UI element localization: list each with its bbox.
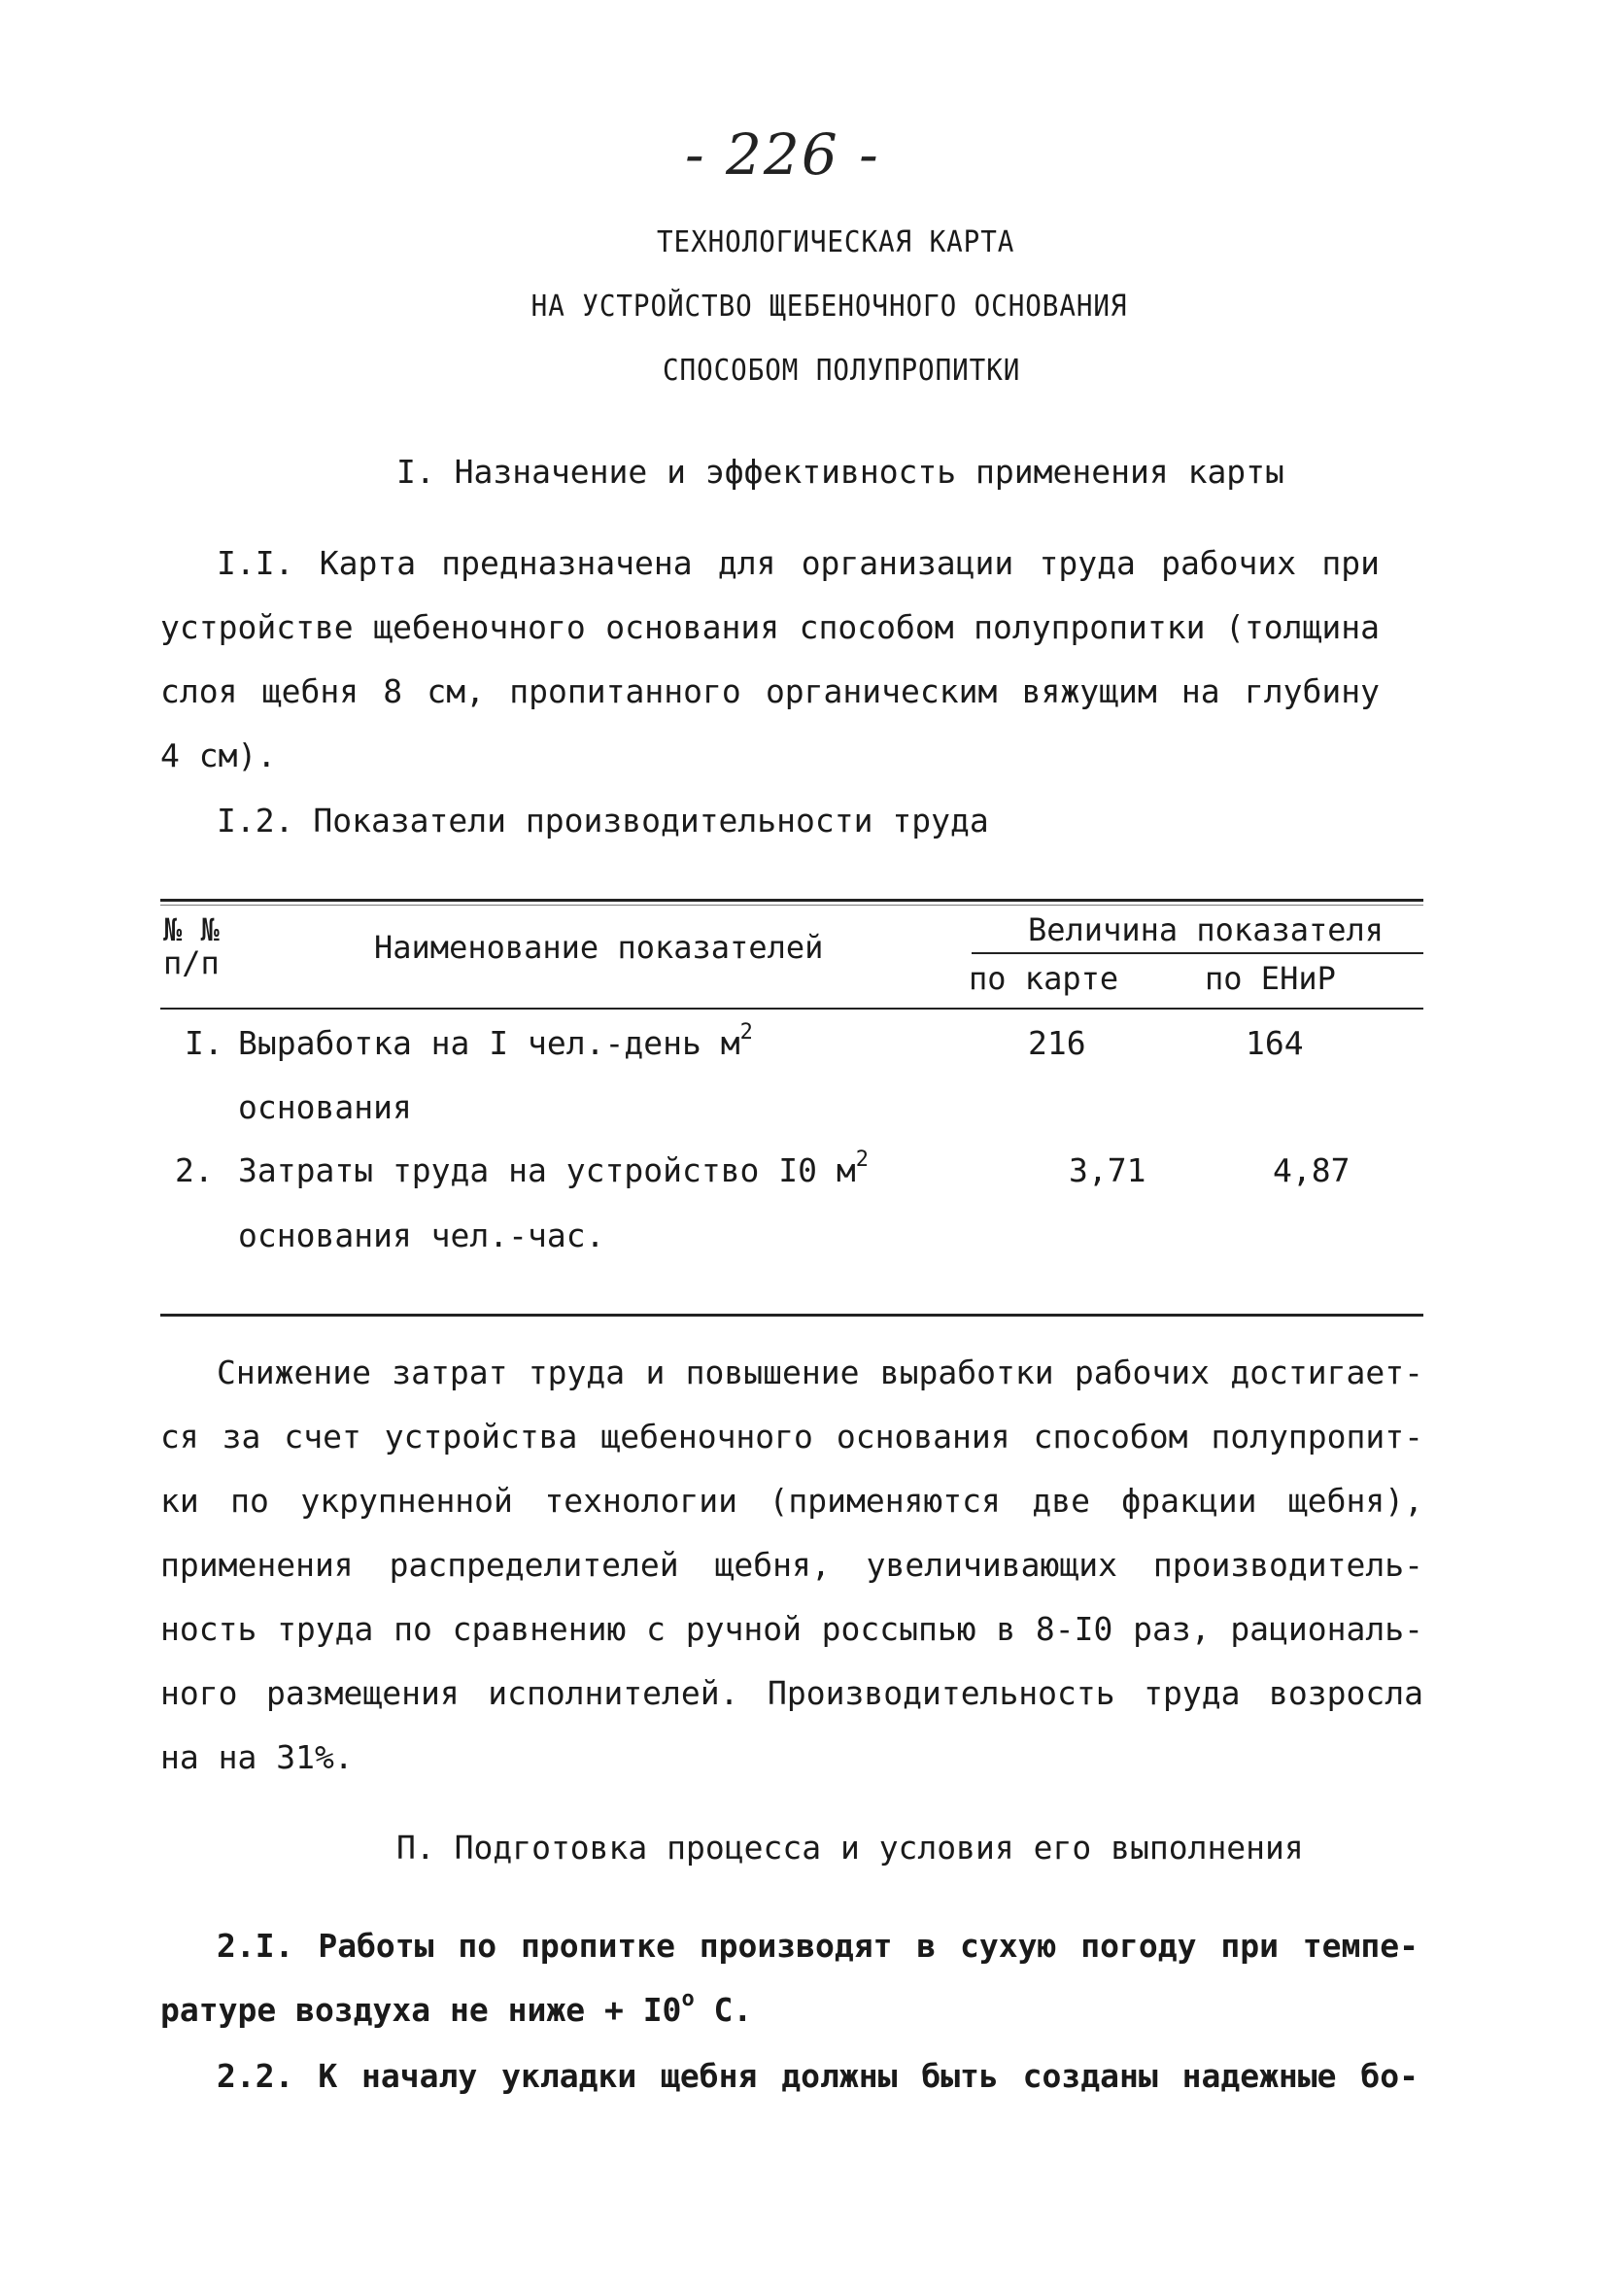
reduction-line-3: ки по укрупненной технологии (применяются две фракции щебня), bbox=[160, 1482, 1423, 1520]
table-top-rule bbox=[160, 899, 1423, 902]
paragraph-1-1-line-3: слоя щебня 8 см, пропитанного органическим вяжущим на глубину bbox=[160, 672, 1380, 710]
col-header-num: № № bbox=[163, 911, 220, 948]
paragraph-1-1-line-2: устройстве щебеночного основания способом полупропитки (толщина bbox=[160, 608, 1380, 646]
paragraph-2-1-line-2 bbox=[160, 1978, 1419, 2042]
paragraph-1-1-line-4: 4 см). bbox=[160, 737, 277, 774]
row-1-name-line-2: основания bbox=[238, 1088, 412, 1126]
row-1-name-sup: 2 bbox=[739, 1020, 753, 1045]
section-1-heading: I. Назначение и эффективность применения карты bbox=[396, 453, 1284, 491]
table-top-rule-2 bbox=[160, 905, 1423, 906]
row-1-map: 216 bbox=[1028, 1024, 1086, 1062]
row-1-num: I. bbox=[185, 1024, 223, 1062]
paragraph-2-1-line-1: 2.I. Работы по пропитке производят в сухую погоду при темпе- bbox=[217, 1927, 1419, 1965]
col-header-name: Наименование показателей bbox=[374, 929, 824, 966]
paragraph-1-2: I.2. Показатели производительности труда bbox=[217, 802, 989, 840]
title-line-3: СПОСОБОМ ПОЛУПРОПИТКИ bbox=[663, 354, 1021, 388]
reduction-line-2: ся за счет устройства щебеночного основания способом полупропит- bbox=[160, 1418, 1423, 1456]
col-header-value: Величина показателя bbox=[1028, 911, 1385, 948]
reduction-line-6: ного размещения исполнителей. Производительность труда возросла bbox=[160, 1674, 1423, 1712]
table-header-rule bbox=[160, 1008, 1423, 1010]
reduction-line-4: применения распределителей щебня, увеличивающих производитель- bbox=[160, 1546, 1423, 1584]
paragraph-2-2 bbox=[217, 2044, 1419, 2108]
section-2-heading: П. Подготовка процесса и условия его выполнения bbox=[396, 1829, 1304, 1867]
row-2-num: 2. bbox=[175, 1151, 214, 1189]
page-number: - 226 - bbox=[685, 121, 880, 188]
row-2-map: 3,71 bbox=[1069, 1151, 1146, 1189]
paragraph-2-1-line-2-end: С. bbox=[694, 1991, 753, 2029]
col-header-num-2: п/п bbox=[163, 944, 220, 981]
value-header-rule bbox=[972, 952, 1423, 954]
row-1-name-text: Выработка на I чел.-день м bbox=[238, 1024, 740, 1062]
reduction-line-7: на на 31%. bbox=[160, 1738, 354, 1776]
title-line-1: ТЕХНОЛОГИЧЕСКАЯ КАРТА bbox=[657, 225, 1015, 259]
paragraph-2-1 bbox=[160, 1914, 1419, 2042]
reduction-line-5: ность труда по сравнению с ручной россыпью в 8-I0 раз, рациональ- bbox=[160, 1610, 1423, 1648]
paragraph-2-2-line-1: 2.2. К началу укладки щебня должны быть созданы надежные бо- bbox=[217, 2057, 1419, 2095]
row-1-name bbox=[238, 1020, 753, 1062]
paragraph-1-1 bbox=[160, 531, 1380, 788]
row-2-name-text: Затраты труда на устройство I0 м bbox=[238, 1151, 856, 1189]
table-bottom-rule bbox=[160, 1314, 1423, 1317]
title-line-2: НА УСТРОЙСТВО ЩЕБЕНОЧНОГО ОСНОВАНИЯ bbox=[530, 290, 1128, 324]
reduction-line-1: Снижение затрат труда и повышение выработки рабочих достигает- bbox=[217, 1354, 1423, 1391]
col-header-enir: по ЕНиР bbox=[1205, 960, 1336, 997]
row-2-name-line-2: основания чел.-час. bbox=[238, 1217, 605, 1254]
paragraph-2-1-line-2-text: ратуре воздуха не ниже + I0 bbox=[160, 1991, 682, 2029]
degree-sup: о bbox=[681, 1987, 695, 2011]
reduction-paragraph bbox=[160, 1341, 1423, 1790]
col-header-map: по карте bbox=[969, 960, 1119, 997]
row-2-enir: 4,87 bbox=[1273, 1151, 1351, 1189]
paragraph-1-1-line-1: I.I. Карта предназначена для организации труда рабочих при bbox=[217, 544, 1380, 582]
row-2-name bbox=[238, 1148, 870, 1189]
row-2-name-sup: 2 bbox=[855, 1148, 870, 1172]
row-1-enir: 164 bbox=[1246, 1024, 1304, 1062]
